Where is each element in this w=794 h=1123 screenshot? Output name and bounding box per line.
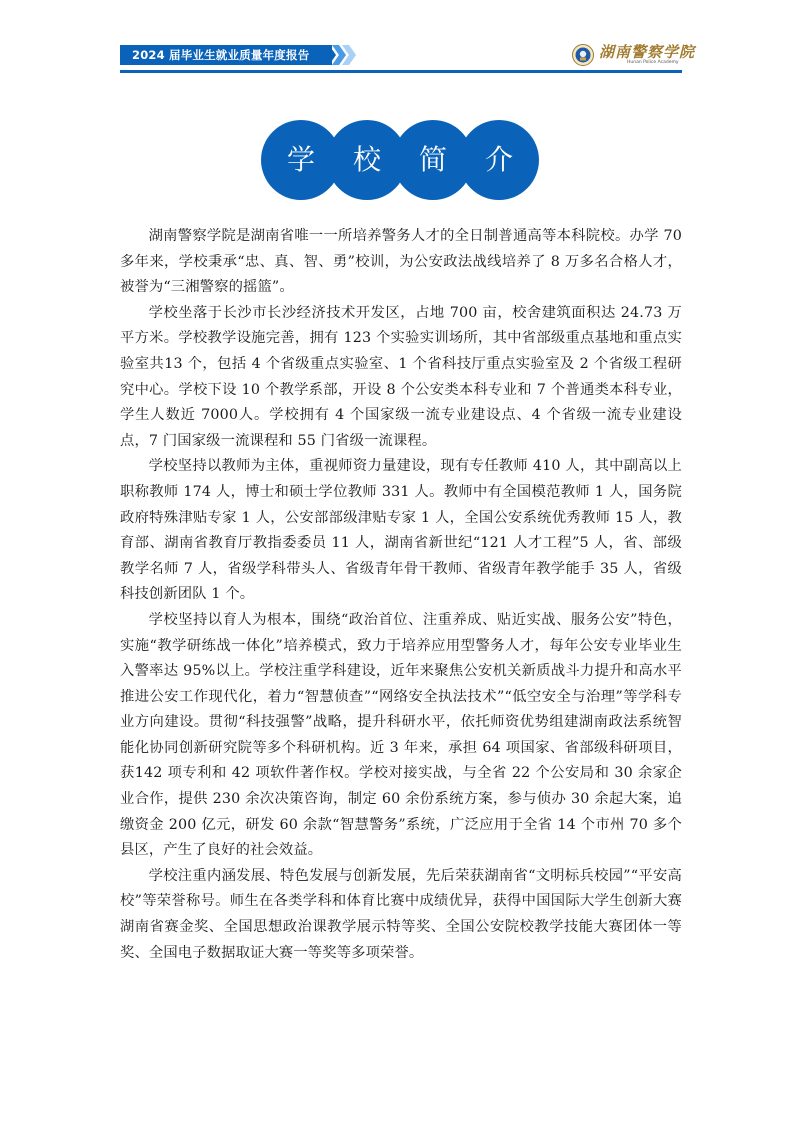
title-char: 学 [286, 143, 315, 176]
school-logo-subtitle: Hunan Police Academy [627, 60, 679, 65]
chevron-arrows-icon [322, 45, 362, 65]
title-char: 简 [418, 143, 447, 176]
paragraph-intro: 湖南警察学院是湖南省唯一一所培养警务人才的全日制普通高等本科院校。办学 70 多年来，学校秉承“忠、真、智、勇”校训，为公安政法战线培养了 8 万多名合格人才，被誉为“三湘警察的摇篮”。 [120, 228, 682, 296]
title-char: 介 [484, 143, 513, 176]
report-title: 2024 届毕业生就业质量年度报告 [132, 48, 310, 62]
paragraph-faculty: 学校坚持以教师为主体，重视师资力量建设，现有专任教师 410 人，其中副高以上职称教师 174 人，博士和硕士学位教师 331 人。教师中有全国模范教师 1 人，国务院政府特殊津贴专家 1 人，公安部部级津贴专家 1 人，全国公安系统优秀教师 15 人，教育部、湖南省教育厅教指委委员 11 人，湖南省新世纪“121 人才工程”5 人，省、部级教学名师 7 人，省级学科带头人、省级青年骨干教师、省级青年教学能手 35 人，省级科技创新团队 1 个。 [120, 458, 682, 603]
report-title-banner [120, 45, 332, 65]
page-header [0, 0, 794, 80]
title-circle [459, 120, 539, 200]
title-char: 校 [352, 143, 381, 176]
school-emblem-icon [572, 44, 594, 66]
school-logo-name: 湖南警察学院 [599, 43, 696, 61]
section-title [261, 120, 541, 200]
paragraph-education-research: 学校坚持以育人为根本，围绕“政治首位、注重养成、贴近实战、服务公安”特色，实施“教学研练战一体化”培养模式，致力于培养应用型警务人才，每年公安专业毕业生入警率达 95%以上。学校注重学科建设，近年来聚焦公安机关新质战斗力提升和高水平推进公安工作现代化，着力“智慧侦查”“网络安全执法技术”“低空安全与治理”等学科专业方向建设。贯彻“科技强警”战略，提升科研水平，依托师资优势组建湖南政法系统智能化协同创新研究院等多个科研机构。近 3 年来，承担 64 项国家、省部级科研项目，获142 项专利和 42 项软件著作权。学校对接实战，与全省 22 个公安局和 30 余家企业合作，提供 230 余次决策咨询，制定 60 余份系统方案，参与侦办 30 余起大案，追缴资金 200 亿元，研发 60 余款“智慧警务”系统，广泛应用于全省 14 个市州 70 多个县区，产生了良好的社会效益。 [120, 611, 682, 859]
paragraph-honors: 学校注重内涵发展、特色发展与创新发展，先后荣获湖南省“文明标兵校园”“平安高校”等荣誉称号。师生在各类学科和体育比赛中成绩优异，获得中国国际大学生创新大赛湖南省赛金奖、全国思想政治课教学展示特等奖、全国公安院校教学技能大赛团体一等奖、全国电子数据取证大赛一等奖等多项荣誉。 [120, 867, 682, 961]
header-divider [120, 70, 682, 73]
paragraph-campus: 学校坐落于长沙市长沙经济技术开发区，占地 700 亩，校舍建筑面积达 24.73 万平方米。学校教学设施完善，拥有 123 个实验实训场所，其中省部级重点基地和重点实验室共13 个，包括 4 个省级重点实验室、1 个省科技厅重点实验室及 2 个省级工程研究中心。学校下设 10 个教学系部，开设 8 个公安类本科专业和 7 个普通类本科专业，学生人数近 7000人。学校拥有 4 个国家级一流专业建设点、4 个省级一流专业建设点，7 门国家级一流课程和 55 门省级一流课程。 [120, 304, 682, 449]
school-logo [572, 43, 696, 68]
body-content [120, 224, 682, 966]
